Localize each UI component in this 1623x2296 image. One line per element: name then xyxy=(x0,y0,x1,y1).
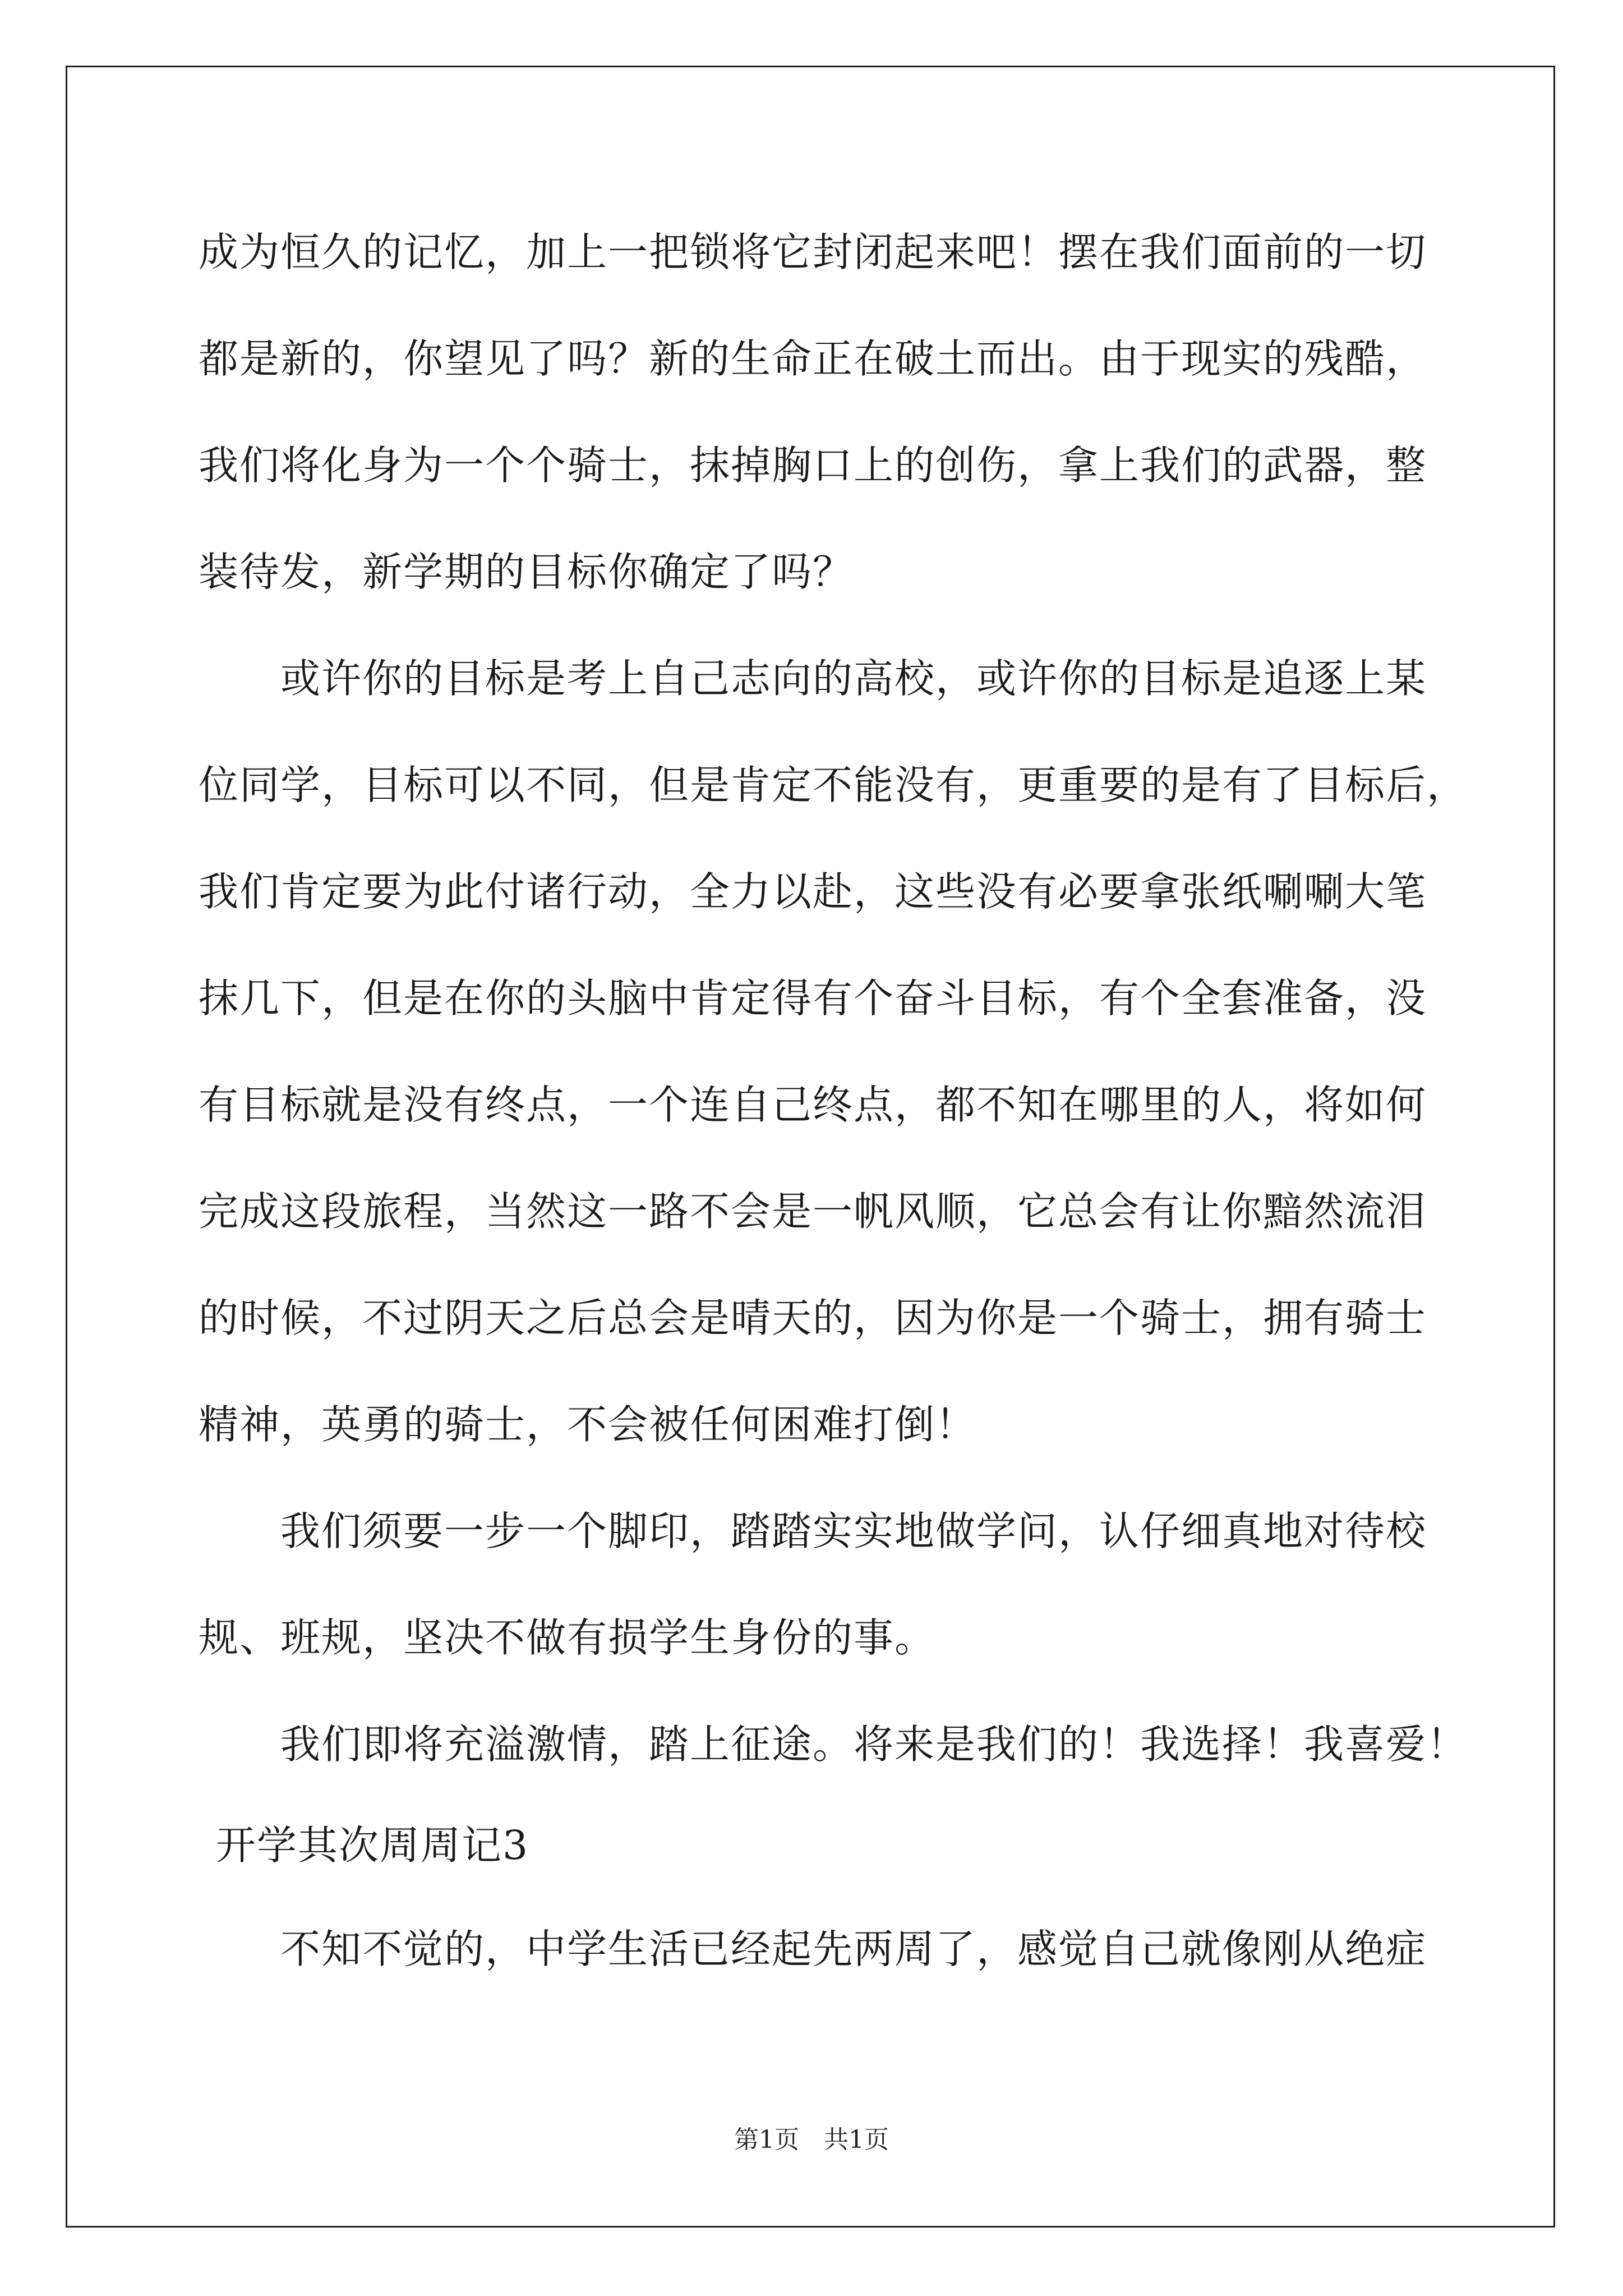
text-line: 不知不觉的，中学生活已经起先两周了，感觉自己就像刚从绝症 xyxy=(280,1926,1427,1972)
text-line: 装待发，新学期的目标你确定了吗？ xyxy=(199,549,854,595)
text-line: 精神，英勇的骑士，不会被任何困难打倒！ xyxy=(199,1401,977,1448)
text-line: 位同学，目标可以不同，但是肯定不能没有，更重要的是有了目标后， xyxy=(199,762,1468,808)
text-line: 我们须要一步一个脚印，踏踏实实地做学问，认仔细真地对待校 xyxy=(280,1508,1427,1554)
text-line: 我们即将充溢激情，踏上征途。将来是我们的！我选择！我喜爱！ xyxy=(280,1721,1468,1768)
text-line: 的时候，不过阴天之后总会是晴天的，因为你是一个骑士，拥有骑士 xyxy=(199,1295,1427,1341)
text-line: 我们肯定要为此付诸行动，全力以赴，这些没有必要拿张纸唰唰大笔 xyxy=(199,868,1427,915)
text-line: 抹几下，但是在你的头脑中肯定得有个奋斗目标，有个全套准备，没 xyxy=(199,975,1427,1022)
text-line: 规、班规，坚决不做有损学生身份的事。 xyxy=(199,1614,936,1661)
text-line: 成为恒久的记忆，加上一把锁将它封闭起来吧！摆在我们面前的一切 xyxy=(199,229,1427,275)
text-line: 或许你的目标是考上自己志向的高校，或许你的目标是追逐上某 xyxy=(280,655,1427,702)
text-line: 都是新的，你望见了吗？新的生命正在破土而出。由于现实的残酷， xyxy=(199,335,1427,382)
section-heading: 开学其次周周记3 xyxy=(216,1822,529,1869)
text-line: 有目标就是没有终点，一个连自己终点，都不知在哪里的人，将如何 xyxy=(199,1082,1427,1128)
text-line: 我们将化身为一个个骑士，抹掉胸口上的创伤，拿上我们的武器，整 xyxy=(199,442,1427,489)
text-line: 完成这段旅程，当然这一路不会是一帆风顺，它总会有让你黯然流泪 xyxy=(199,1188,1427,1235)
page-footer: 第1页 共1页 xyxy=(734,2125,889,2154)
